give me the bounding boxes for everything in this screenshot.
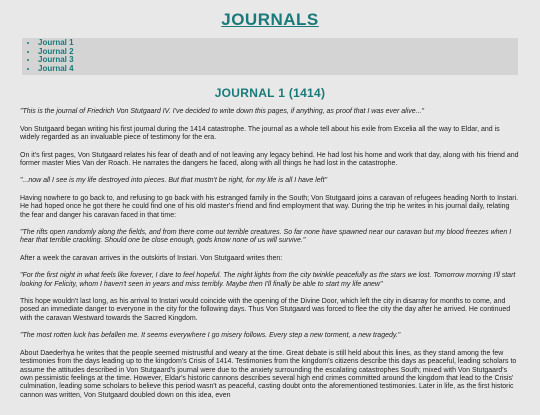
journal-quote: "For the first night in what feels like forever, I dare to feel hopeful. The night lights from the city twinkle peacefully as the stars we lost. Tomorrow morning I'll start looking for Felicity, whom I haven't seen in years and miss terribly. Maybe then I'll finally be able to start my life anew" xyxy=(20,272,516,288)
body-paragraph: On it's first pages, Von Stutgaard relates his fear of death and of not leaving any legacy behind. He had lost his home and work that day, along with his friend and former master Mies Van der Roach. He narrates the dangers he faced, along with all things he had lost in the catastrophe. xyxy=(20,151,519,167)
journal-quote: "This is the journal of Friedrich Von Stutgaard IV. I've decided to write down this pages, if anything, as proof that I was ever alive..." xyxy=(20,108,424,116)
toc-item xyxy=(38,48,518,57)
toc-link-journal-3[interactable]: Journal 3 xyxy=(38,55,74,65)
journal-quote: "...now all I see is my life destroyed into pieces. But that mustn't be right, for my life is all I have left" xyxy=(20,177,328,185)
toc-link-journal-2[interactable]: Journal 2 xyxy=(38,46,74,56)
site-title[interactable]: JOURNALS xyxy=(221,10,319,29)
body-paragraph: Von Stutgaard began writing his first journal during the 1414 catastrophe. The journal as a whole tell about his exile from Excelia all the way to Eldar, and is widely regarded as an invaluable piece of testimony for the era. xyxy=(20,125,500,142)
body-paragraph: Having nowhere to go back to, and refusing to go back with his estranged family in the South; Von Stutgaard joins a caravan of refugees heading North to Instari. He had hoped once he got there he could find one of his old master's friend and find employment that way. During the trip he writes in his journal daily, relating the fear and danger his caravan faced in that time: xyxy=(20,194,519,219)
journal-quote: "The most rotten luck has befallen me. It seems everywhere I go misery follows. Every step a new torment, a new tragedy." xyxy=(20,332,401,340)
body-paragraph: This hope wouldn't last long, as his arrival to Instari would coincide with the opening of the Divine Door, which left the city in disarray for months to come, and posed an immediate danger to everyone in the city for the following days. Thus Von Stutgaard was forced to flee the city the day after he arrived. He continued with the caravan Westward towards the Sacred Kingdom. xyxy=(20,298,511,322)
chapter-body xyxy=(20,108,520,400)
table-of-contents xyxy=(22,38,518,75)
chapter-title: JOURNAL 1 (1414) xyxy=(214,86,326,101)
toc-link-journal-4[interactable]: Journal 4 xyxy=(38,63,74,73)
toc-list xyxy=(22,39,518,73)
journal-quote: "The rifts open randomly along the fields, and from there come out terrible creatures. So far none have spawned near our caravan but my blood freezes when I hear that terrible crackling. Should one be close enough, gods know none of us will survive." xyxy=(20,229,512,245)
toc-item xyxy=(38,56,518,65)
toc-item xyxy=(38,39,518,48)
page xyxy=(0,10,540,400)
toc-item xyxy=(38,65,518,74)
body-paragraph: About Daederhya he writes that the people seemed mistrustful and weary at the time. Great debate is still held about this lines, as they stand among the few testimonies from the days leading up to the kingdom's Crisis of 1414. Testimonies from the kingdom's citizens describe this days as peaceful, leading scholars to assume the attitudes described in Von Stutgaard's journal were due to the anxiety surrounding the escalating catastrophes South; mixed with Von Stutgaard's own pessimistic feelings at the time. However, Eldar's historic cannons describes several high end crimes committed around the kingdom that lead to the Crisis' culmination, leading some scholars to believe this period wasn't as peaceful, casting doubt onto the aforementioned testimonies. Later in life, as the first historic cannon was written, Von Stutgaard doubled down on this idea, even xyxy=(20,349,517,399)
body-paragraph: After a week the caravan arrives in the outskirts of Instari. Von Stutgaard writes then: xyxy=(20,254,283,262)
toc-link-journal-1[interactable]: Journal 1 xyxy=(38,38,74,47)
